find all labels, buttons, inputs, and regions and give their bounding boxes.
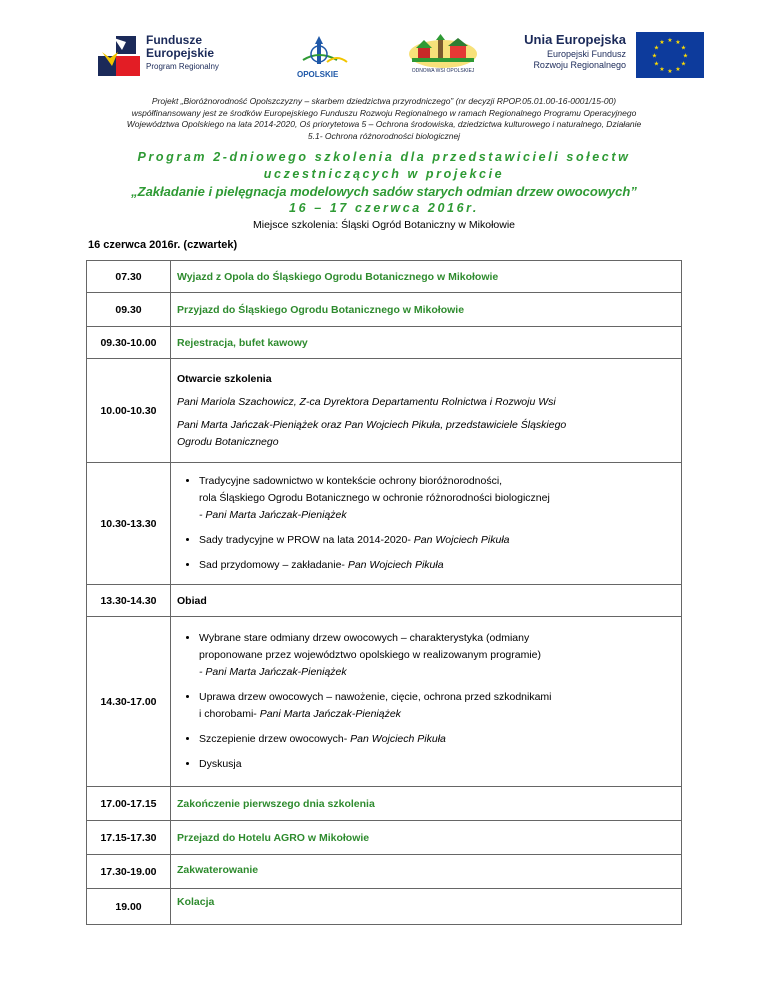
table-row (87, 327, 682, 359)
eu-flag-icon (636, 32, 704, 78)
fundusze-europejskie-logo (88, 32, 258, 84)
village-icon (408, 34, 478, 68)
time-cell: 10.00-10.30 (87, 359, 171, 463)
list-item (199, 557, 681, 574)
time-cell: 09.30 (87, 293, 171, 327)
fe-line1: Fundusze (146, 33, 202, 47)
title-line2: uczestniczących w projekcie (263, 167, 505, 181)
svg-text:★: ★ (667, 68, 673, 75)
ue-sub1: Europejski Fundusz (546, 49, 626, 59)
fe-line2: Europejskie (146, 46, 215, 60)
time-cell: 17.15-17.30 (87, 821, 171, 855)
item-speaker: Pan Wojciech Pikuła (350, 733, 446, 745)
list-item (199, 756, 681, 773)
table-row (87, 463, 682, 585)
activity-cell (171, 463, 682, 585)
session-list (177, 630, 681, 773)
speaker-line: Pani Mariola Szachowicz, Z-ca Dyrektora Departamentu Rolnictwa i Rozwoju Wsi (177, 395, 556, 408)
title-line1: Program 2-dniowego szkolenia dla przedstawicieli sołectw (137, 150, 631, 164)
odnowa-wsi-logo (408, 34, 478, 80)
activity-cell: Rejestracja, bufet kawowy (171, 327, 682, 359)
item-speaker: - Pani Marta Jańczak-Pieniążek (199, 666, 347, 678)
fe-sub: Program Regionalny (146, 62, 219, 71)
project-line2: współfinansowany jest ze środków Europejskiego Funduszu Rozwoju Regionalnego w ramach Regionalnego Programu Operacyjnego (131, 107, 637, 118)
list-item (199, 731, 681, 748)
table-row (87, 787, 682, 821)
activity-cell: Zakwaterowanie (171, 855, 682, 889)
opolskie-tower-icon (293, 34, 353, 70)
activity-cell: Wyjazd z Opola do Śląskiego Ogrodu Botanicznego w Mikołowie (171, 261, 682, 293)
item-speaker: Pani Marta Jańczak-Pieniążek (259, 708, 401, 720)
table-row (87, 359, 682, 463)
fe-flag-icon (96, 32, 142, 78)
activity-cell: Przyjazd do Śląskiego Ogrodu Botanicznego w Mikołowie (171, 293, 682, 327)
list-item (199, 473, 681, 524)
svg-text:★: ★ (653, 60, 660, 68)
item-text: Sad przydomowy – zakładanie- (199, 559, 348, 571)
item-speaker: Pan Wojciech Pikuła (413, 534, 510, 546)
item-text: rola Śląskiego Ogrodu Botanicznego w ochronie różnorodności biologicznej (199, 492, 550, 504)
ue-text (516, 32, 626, 71)
item-text: Sady tradycyjne w PROW na lata 2014-2020- (199, 534, 414, 546)
time-cell: 09.30-10.00 (87, 327, 171, 359)
time-cell: 17.00-17.15 (87, 787, 171, 821)
time-cell: 07.30 (87, 261, 171, 293)
svg-text:★: ★ (680, 60, 687, 68)
opolskie-text: OPOLSKIE (297, 70, 339, 79)
svg-text:★: ★ (659, 39, 665, 46)
item-speaker: - Pani Marta Jańczak-Pieniążek (199, 509, 347, 521)
training-location: Miejsce szkolenia: Śląski Ogród Botaniczny w Mikołowie (252, 219, 516, 231)
project-line1: Projekt „Bioróżnorodność Opolszczyzny – skarbem dziedzictwa przyrodniczego” (nr decyzji RPOP.05.01.00-16-0001/15-00) (151, 96, 617, 106)
program-title (40, 149, 728, 217)
title-line4: 16 – 17 czerwca 2016r. (289, 201, 479, 215)
svg-text:★: ★ (653, 44, 660, 52)
opening-heading: Otwarcie szkolenia (177, 372, 272, 385)
activity-cell (171, 617, 682, 787)
item-text: i chorobami- (199, 708, 260, 720)
opolskie-logo (293, 34, 353, 82)
table-row (87, 855, 682, 889)
time-cell: 14.30-17.00 (87, 617, 171, 787)
svg-text:★: ★ (680, 44, 687, 52)
svg-text:★: ★ (675, 39, 681, 46)
svg-text:★: ★ (667, 37, 673, 44)
item-text: proponowane przez województwo opolskiego w realizowanym programie) (199, 649, 542, 661)
logo-bar (88, 20, 708, 86)
activity-cell: Kolacja (171, 889, 682, 925)
schedule-table (86, 260, 682, 925)
activity-cell: Przejazd do Hotelu AGRO w Mikołowie (171, 821, 682, 855)
table-row (87, 821, 682, 855)
odnowa-wsi-text: ODNOWA WSI OPOLSKIEJ (411, 68, 475, 74)
svg-text:★: ★ (682, 52, 689, 60)
time-cell: 17.30-19.00 (87, 855, 171, 889)
ue-title: Unia Europejska (524, 32, 626, 47)
item-text: Szczepienie drzew owocowych- (199, 733, 351, 745)
table-row (87, 617, 682, 787)
project-line3: Województwa Opolskiego na lata 2014-2020, Oś priorytetowa 5 – Ochrona środowiska, dziedzictwa kulturowego i naturalnego, Działanie (126, 119, 642, 129)
table-row (87, 585, 682, 617)
ue-sub2: Rozwoju Regionalnego (533, 60, 626, 70)
item-text: • Wybrane stare odmiany drzew owocowych – charakterystyka (odmiany (199, 632, 530, 644)
list-item (199, 689, 681, 723)
time-cell: 13.30-14.30 (87, 585, 171, 617)
table-row (87, 293, 682, 327)
project-info (40, 96, 728, 142)
speaker-line: Ogrodu Botanicznego (177, 435, 279, 448)
speaker-line: Pani Marta Jańczak-Pieniążek oraz Pan Wojciech Pikuła, przedstawiciele Śląskiego (177, 418, 567, 431)
list-item (199, 532, 681, 549)
svg-text:★: ★ (659, 66, 665, 73)
item-speaker: Pan Wojciech Pikuła (347, 559, 444, 571)
project-line4: 5.1- Ochrona różnorodności biologicznej (307, 130, 461, 141)
item-text: • Uprawa drzew owocowych – nawożenie, cięcie, ochrona przed szkodnikami (199, 691, 552, 703)
time-cell: 10.30-13.30 (87, 463, 171, 585)
list-item (199, 630, 681, 681)
table-row (87, 261, 682, 293)
item-text: • Tradycyjne sadownictwo w kontekście ochrony bioróżnorodności, (199, 475, 503, 487)
activity-cell (171, 359, 682, 463)
svg-text:★: ★ (651, 52, 658, 60)
table-row (87, 889, 682, 925)
item-text: Dyskusja (199, 758, 242, 770)
activity-cell: Zakończenie pierwszego dnia szkolenia (171, 787, 682, 821)
title-line3: „Zakładanie i pielęgnacja modelowych sadów starych odmian drzew owocowych” (131, 184, 637, 199)
time-cell: 19.00 (87, 889, 171, 925)
activity-cell: Obiad (171, 585, 682, 617)
svg-text:★: ★ (675, 66, 681, 73)
day-heading: 16 czerwca 2016r. (czwartek) (88, 239, 238, 251)
session-list (177, 473, 681, 574)
